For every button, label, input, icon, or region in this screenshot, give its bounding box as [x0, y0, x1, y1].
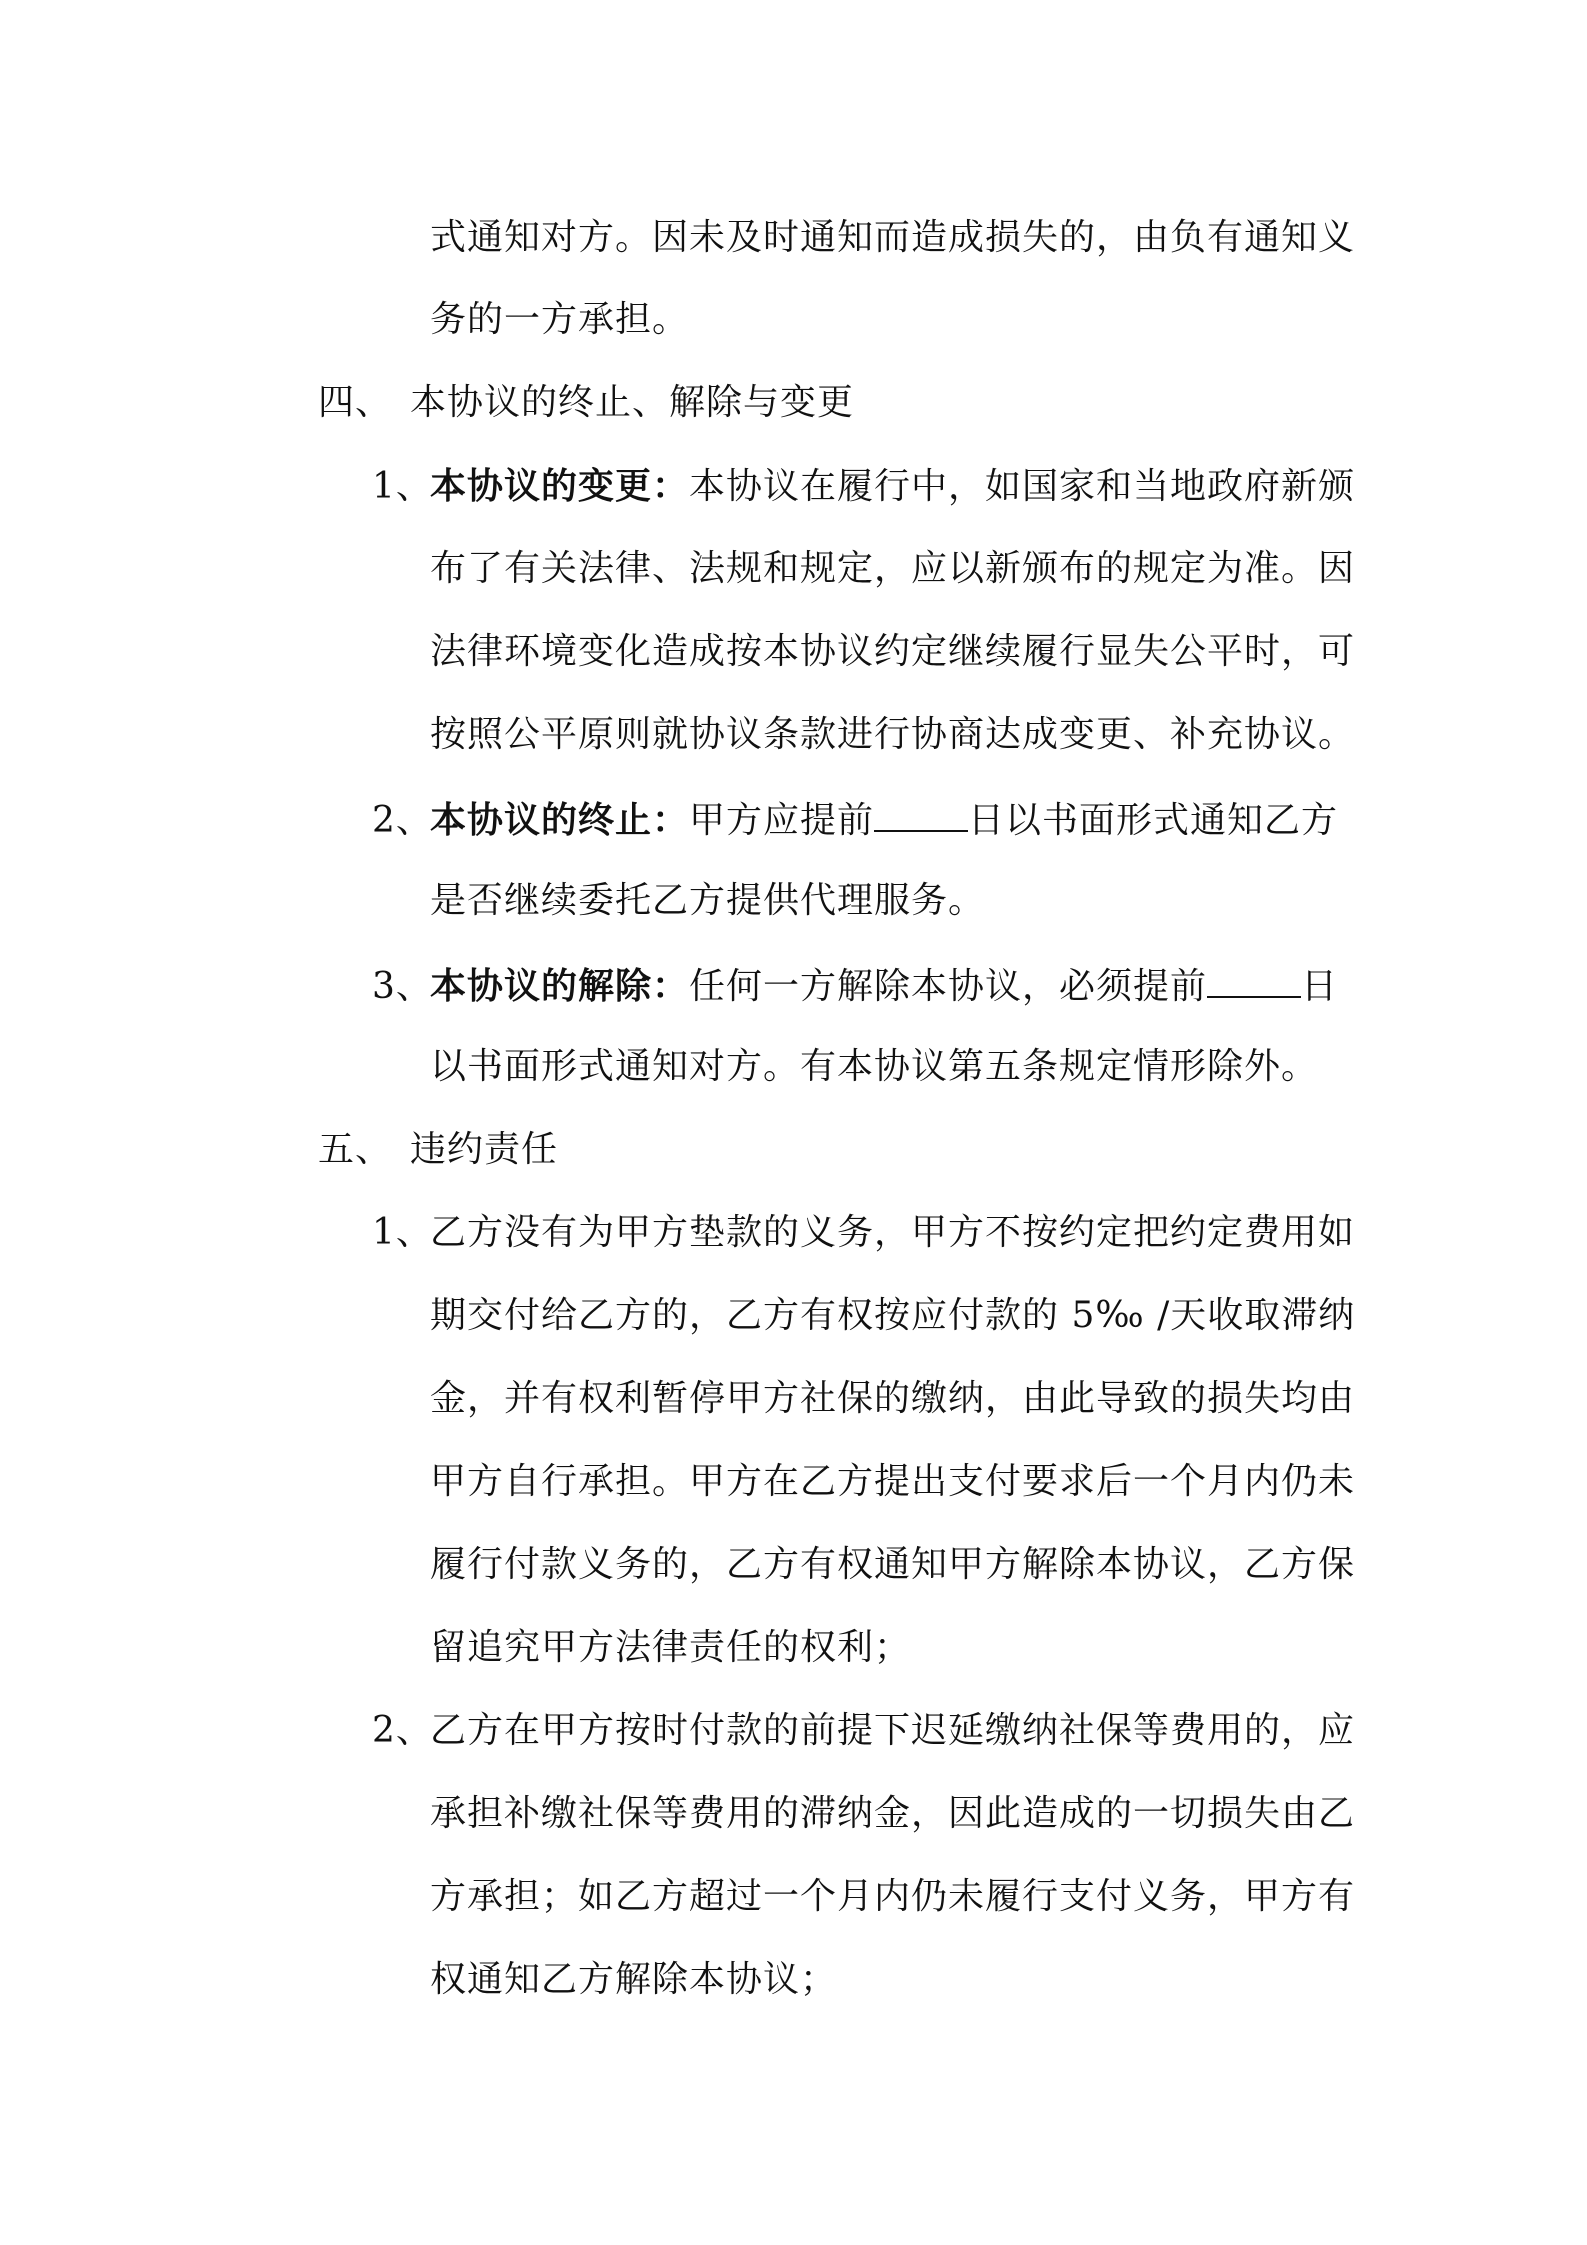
text: 履行付款义务的，乙方有权通知甲方解除本协议，乙方保: [430, 1544, 1356, 1585]
text: 布了有关法律、法规和规定，应以新颁布的规定为准。因: [430, 548, 1356, 589]
clause-5-1: [372, 1211, 1355, 1255]
text: 权通知乙方解除本协议；: [430, 1959, 838, 2000]
clause-number: 2、: [372, 800, 433, 841]
clause-number: 1、: [372, 466, 433, 507]
text: 方承担；如乙方超过一个月内仍未履行支付义务，甲方有: [430, 1876, 1356, 1917]
paragraph-line: [430, 298, 689, 342]
text: 乙方没有为甲方垫款的义务，甲方不按约定把约定费用如: [430, 1212, 1356, 1253]
paragraph-line: [430, 1045, 1318, 1089]
section-heading-4: [318, 381, 854, 425]
text: 金，并有权利暂停甲方社保的缴纳，由此导致的损失均由: [430, 1378, 1356, 1419]
paragraph-line: [430, 1626, 911, 1670]
section-number: 五、: [318, 1129, 393, 1170]
text: 期交付给乙方的，乙方有权按应付款的 5‰ /天收取滞纳: [430, 1295, 1356, 1336]
text: 日: [1301, 966, 1339, 1007]
clause-4-1: [372, 464, 1355, 508]
paragraph-line: [430, 1377, 1355, 1421]
clause-heading: 本协议的终止：: [430, 799, 690, 841]
text: 任何一方解除本协议，必须提前: [689, 966, 1208, 1007]
clause-heading: 本协议的解除：: [430, 965, 690, 1007]
text: 留追究甲方法律责任的权利；: [430, 1627, 912, 1668]
paragraph-line: [430, 1294, 1355, 1338]
paragraph-line: [430, 1792, 1355, 1836]
text: 日以书面形式通知乙方: [968, 800, 1339, 841]
text: 式通知对方。因未及时通知而造成损失的，由负有通知义: [430, 217, 1356, 258]
section-number: 四、: [318, 382, 393, 423]
clause-number: 3、: [372, 966, 433, 1007]
fill-in-blank[interactable]: [1207, 962, 1301, 998]
text: 以书面形式通知对方。有本协议第五条规定情形除外。: [430, 1046, 1319, 1087]
clause-4-2: [372, 796, 1338, 840]
text: 按照公平原则就协议条款进行协商达成变更、补充协议。: [430, 714, 1356, 755]
section-title: 违约责任: [410, 1129, 559, 1170]
text: 法律环境变化造成按本协议约定继续履行显失公平时，可: [430, 631, 1356, 672]
text: 甲方应提前: [689, 800, 875, 841]
text: 务的一方承担。: [430, 299, 690, 340]
clause-4-3: [372, 962, 1338, 1006]
clause-5-2: [372, 1709, 1355, 1753]
text: 乙方在甲方按时付款的前提下迟延缴纳社保等费用的，应: [430, 1710, 1356, 1751]
clause-number: 2、: [372, 1710, 433, 1751]
paragraph-line: [430, 216, 1355, 260]
paragraph-line: [430, 713, 1355, 757]
text: 是否继续委托乙方提供代理服务。: [430, 880, 986, 921]
text: 本协议在履行中，如国家和当地政府新颁: [689, 466, 1356, 507]
paragraph-line: [430, 1875, 1355, 1919]
clause-number: 1、: [372, 1212, 433, 1253]
paragraph-line: [430, 547, 1355, 591]
section-heading-5: [318, 1128, 558, 1172]
paragraph-line: [430, 879, 985, 923]
paragraph-line: [430, 1543, 1355, 1587]
section-title: 本协议的终止、解除与变更: [410, 382, 855, 423]
text: 承担补缴社保等费用的滞纳金，因此造成的一切损失由乙: [430, 1793, 1356, 1834]
clause-heading: 本协议的变更：: [430, 465, 690, 507]
paragraph-line: [430, 1460, 1355, 1504]
text: 甲方自行承担。甲方在乙方提出支付要求后一个月内仍未: [430, 1461, 1356, 1502]
paragraph-line: [430, 1958, 837, 2002]
paragraph-line: [430, 630, 1355, 674]
fill-in-blank[interactable]: [874, 796, 968, 832]
